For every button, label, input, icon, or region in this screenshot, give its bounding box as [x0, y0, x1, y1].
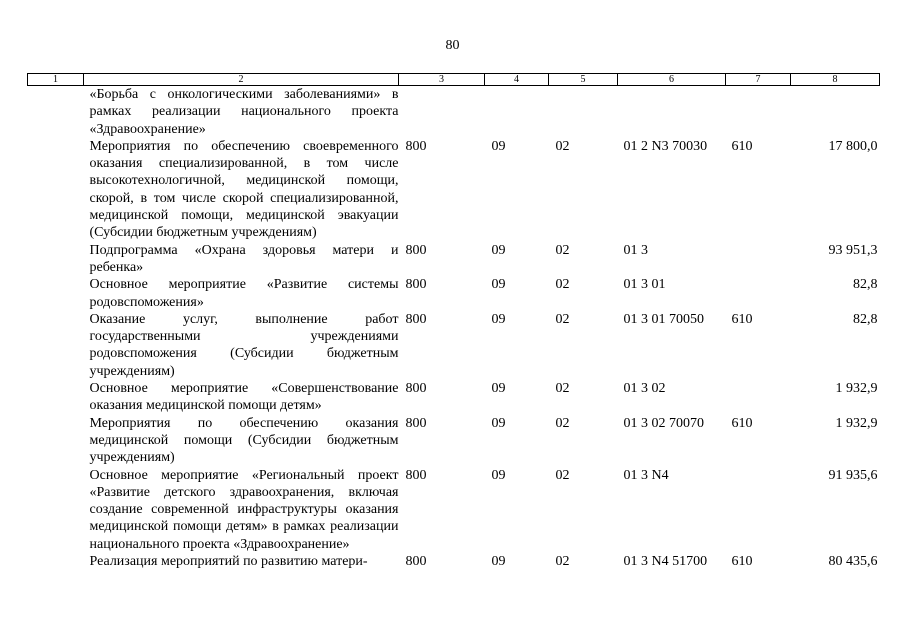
cell-name: Основное мероприятие «Совершенствование оказания медицинской помощи детям» — [89, 381, 399, 414]
cell-subsection: 02 — [555, 415, 570, 431]
cell-name: Основное мероприятие «Развитие системы родовспоможения» — [89, 277, 399, 310]
cell-amount — [791, 86, 880, 138]
table-row — [28, 553, 880, 570]
cell-target-article: 01 3 01 — [623, 277, 666, 293]
table-body — [28, 86, 880, 571]
row-spacer — [28, 380, 84, 415]
row-spacer — [28, 415, 84, 467]
cell-name: Мероприятия по обеспечению своевременного оказания специализированной, в том числе высокотехнологичной, медицинской помощи, скорой, в том числе скорой специализированной, медицинской помощи, медицинской эвакуации (Субсидии бюджетным учреждениям) — [89, 138, 399, 241]
cell-target-article: 01 3 02 70070 — [623, 415, 704, 431]
header-col-6: 6 — [618, 74, 726, 86]
cell-name: Подпрограмма «Охрана здоровья матери и ребенка» — [89, 242, 399, 275]
cell-amount: 91 935,6 — [828, 467, 878, 483]
cell-code-admin: 800 — [405, 381, 427, 397]
cell-code-admin — [399, 86, 485, 138]
cell-subsection: 02 — [555, 138, 570, 154]
table-header — [28, 74, 880, 86]
cell-expense-type — [726, 380, 791, 415]
cell-expense-type — [726, 242, 791, 277]
row-spacer — [28, 311, 84, 380]
cell-subsection — [549, 86, 618, 138]
cell-target-article — [618, 86, 726, 138]
cell-target-article: 01 3 N4 — [623, 467, 669, 483]
cell-target-article: 01 3 02 — [623, 381, 666, 397]
cell-expense-type: 610 — [731, 415, 753, 431]
cell-subsection: 02 — [555, 467, 570, 483]
row-spacer — [28, 553, 84, 570]
row-spacer — [28, 86, 84, 138]
cell-subsection: 02 — [555, 277, 570, 293]
cell-target-article: 01 3 01 70050 — [623, 311, 704, 327]
row-spacer — [28, 138, 84, 242]
page-number: 80 — [445, 38, 460, 53]
cell-code-admin: 800 — [405, 138, 427, 154]
header-col-8: 8 — [791, 74, 880, 86]
cell-subsection: 02 — [555, 242, 570, 258]
budget-table — [27, 73, 880, 570]
cell-code-admin: 800 — [405, 277, 427, 293]
cell-amount: 1 932,9 — [835, 381, 878, 397]
table-row — [28, 242, 880, 277]
cell-name: Основное мероприятие «Региональный проект «Развитие детского здравоохранения, включая создание современной инфраструктуры оказания медицинской помощи детям» в рамках реализации национального проекта «Здравоохранение» — [89, 467, 399, 552]
header-col-4: 4 — [485, 74, 549, 86]
cell-code-admin: 800 — [405, 467, 427, 483]
cell-section: 09 — [491, 554, 506, 570]
cell-name: Мероприятия по обеспечению оказания медицинской помощи (Субсидии бюджетным учреждениям) — [89, 415, 399, 466]
cell-code-admin: 800 — [405, 554, 427, 570]
row-spacer — [28, 276, 84, 311]
cell-code-admin: 800 — [405, 415, 427, 431]
table-row — [28, 415, 880, 467]
cell-section: 09 — [491, 415, 506, 431]
table-row — [28, 276, 880, 311]
cell-subsection: 02 — [555, 311, 570, 327]
cell-name: Реализация мероприятий по развитию матери- — [89, 554, 368, 570]
cell-target-article: 01 2 N3 70030 — [623, 138, 708, 154]
cell-expense-type — [726, 467, 791, 553]
cell-subsection: 02 — [555, 554, 570, 570]
cell-amount: 80 435,6 — [828, 554, 878, 570]
cell-amount: 17 800,0 — [828, 138, 878, 154]
table-row — [28, 311, 880, 380]
cell-target-article: 01 3 — [623, 242, 648, 258]
cell-amount: 82,8 — [853, 277, 878, 293]
cell-section: 09 — [491, 311, 506, 327]
cell-expense-type — [726, 276, 791, 311]
cell-section: 09 — [491, 381, 506, 397]
cell-section: 09 — [491, 277, 506, 293]
cell-expense-type: 610 — [731, 138, 753, 154]
row-spacer — [28, 242, 84, 277]
cell-subsection: 02 — [555, 381, 570, 397]
cell-amount: 82,8 — [853, 311, 878, 327]
cell-target-article: 01 3 N4 51700 — [623, 554, 708, 570]
header-col-3: 3 — [399, 74, 485, 86]
cell-section — [485, 86, 549, 138]
cell-name: Оказание услуг, выполнение работ государственными учреждениями родовспоможения (Субсидии бюджетным учреждениям) — [89, 311, 399, 379]
cell-expense-type: 610 — [731, 554, 753, 570]
cell-section: 09 — [491, 467, 506, 483]
header-col-7: 7 — [726, 74, 791, 86]
header-col-5: 5 — [549, 74, 618, 86]
cell-section: 09 — [491, 138, 506, 154]
cell-code-admin: 800 — [405, 311, 427, 327]
cell-amount: 93 951,3 — [828, 242, 878, 258]
cell-name: «Борьба с онкологическими заболеваниями» в рамках реализации национального проекта «Здравоохранение» — [89, 87, 399, 137]
cell-expense-type: 610 — [731, 311, 753, 327]
cell-section: 09 — [491, 242, 506, 258]
cell-amount: 1 932,9 — [835, 415, 878, 431]
cell-expense-type — [726, 86, 791, 138]
table-row — [28, 86, 880, 138]
table-row — [28, 380, 880, 415]
row-spacer — [28, 467, 84, 553]
table-row — [28, 138, 880, 242]
header-col-1: 1 — [28, 74, 84, 86]
header-row — [28, 74, 880, 86]
cell-code-admin: 800 — [405, 242, 427, 258]
table-row — [28, 467, 880, 553]
header-col-2: 2 — [84, 74, 399, 86]
